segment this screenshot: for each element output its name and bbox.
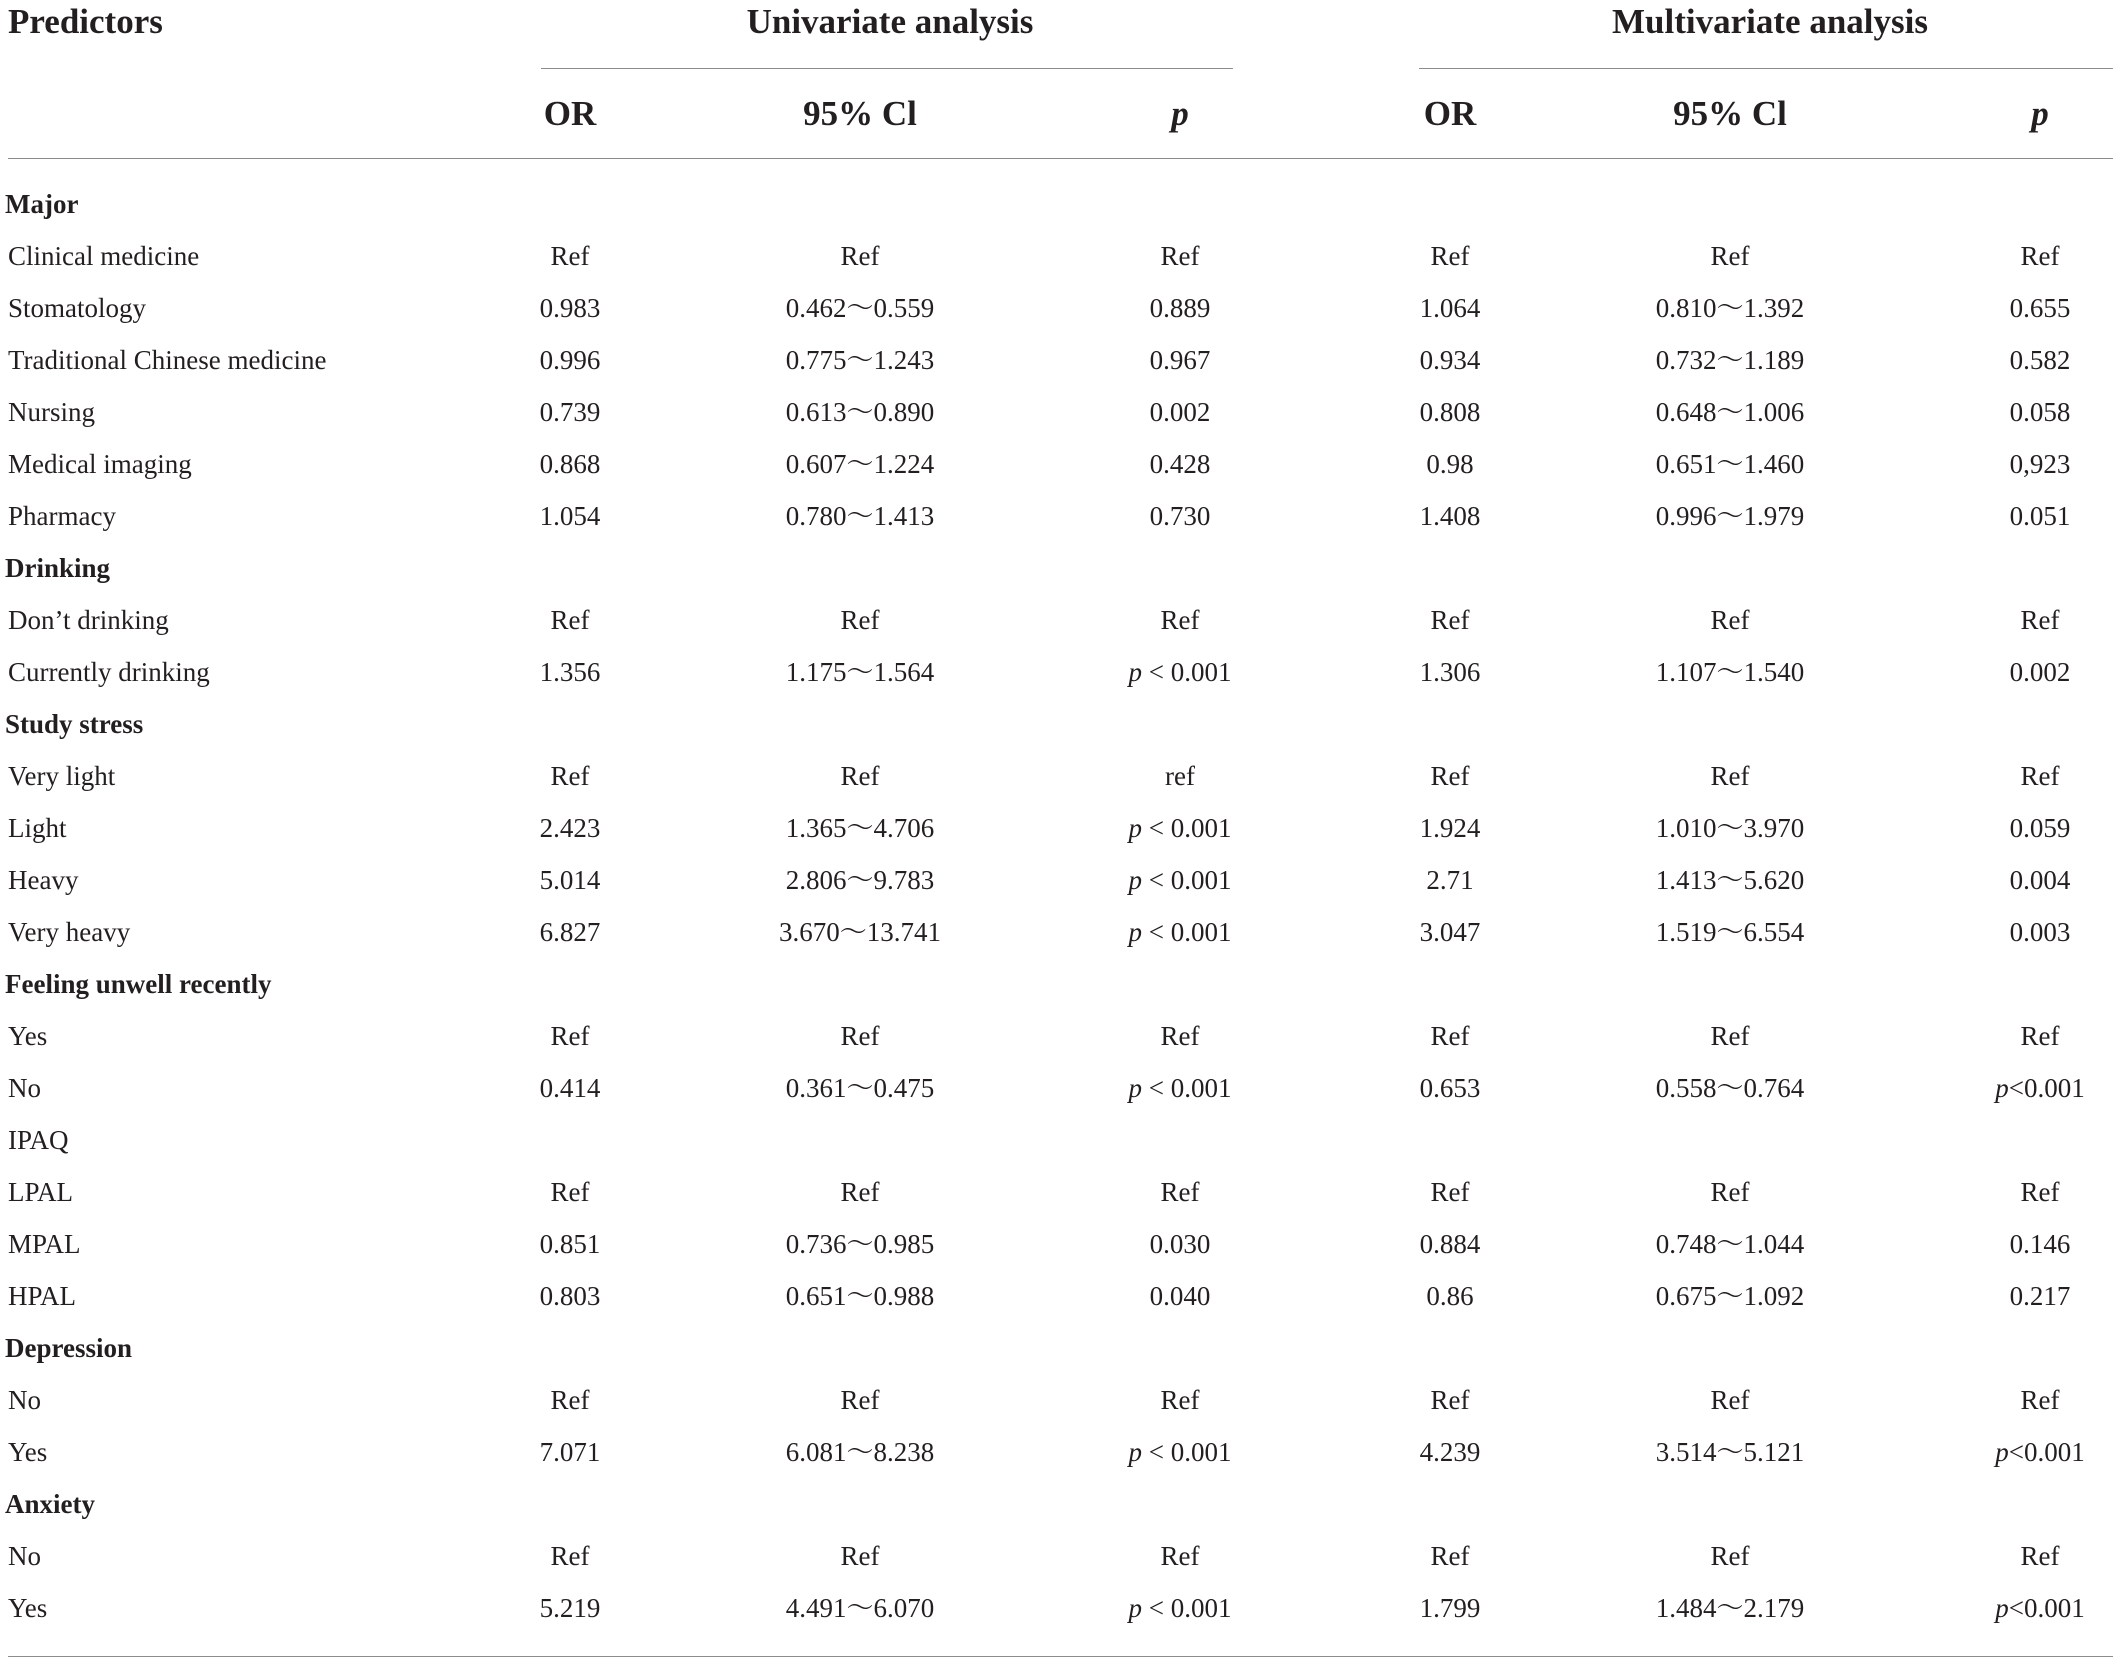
multivariate-p-cell: 0.002 — [2009, 657, 2071, 687]
section-label: Anxiety — [5, 1489, 95, 1519]
univariate-ci-cell: 1.365～4.706 — [785, 813, 935, 843]
multivariate-or-cell: Ref — [1430, 1541, 1470, 1571]
multivariate-ci-cell: Ref — [1710, 1385, 1750, 1415]
univariate-ci-cell: 0.775～1.243 — [785, 345, 935, 375]
univariate-ci-cell: 0.607～1.224 — [785, 449, 935, 479]
multivariate-or-header: OR — [1423, 94, 1477, 133]
univariate-or-cell: Ref — [550, 1385, 590, 1415]
multivariate-or-cell: Ref — [1430, 1021, 1470, 1051]
univariate-p-cell: Ref — [1160, 241, 1200, 271]
multivariate-p-cell: 0,923 — [2009, 449, 2071, 479]
row-label: No — [8, 1073, 41, 1103]
multivariate-p-cell: p<0.001 — [1995, 1437, 2085, 1467]
multivariate-ci-cell: Ref — [1710, 241, 1750, 271]
multivariate-ci-cell: 0.651～1.460 — [1655, 449, 1805, 479]
multivariate-or-cell: Ref — [1430, 605, 1470, 635]
row-label: Yes — [8, 1437, 48, 1467]
multivariate-ci-cell: 1.413～5.620 — [1655, 865, 1805, 895]
table-row — [0, 1530, 2121, 1582]
univariate-ci-cell: Ref — [840, 605, 880, 635]
multivariate-ci-cell: 0.810～1.392 — [1655, 293, 1805, 323]
row-label: Very light — [8, 761, 116, 791]
univariate-ci-cell: Ref — [840, 1177, 880, 1207]
univariate-group-rule — [541, 68, 1233, 69]
univariate-or-cell: Ref — [550, 241, 590, 271]
multivariate-p-cell: 0.217 — [2009, 1281, 2071, 1311]
table-row — [0, 282, 2121, 334]
multivariate-p-cell: Ref — [2020, 241, 2060, 271]
multivariate-p-cell: 0.655 — [2009, 293, 2071, 323]
univariate-p-cell: 0.889 — [1149, 293, 1211, 323]
multivariate-or-cell: 1.306 — [1419, 657, 1481, 687]
univariate-or-cell: 0.868 — [539, 449, 601, 479]
multivariate-p-cell: 0.051 — [2009, 501, 2071, 531]
multivariate-or-cell: 0.98 — [1426, 449, 1474, 479]
multivariate-or-cell: Ref — [1430, 241, 1470, 271]
row-label: Yes — [8, 1021, 48, 1051]
multivariate-p-cell: 0.058 — [2009, 397, 2071, 427]
table-row — [0, 334, 2121, 386]
multivariate-p-cell: Ref — [2020, 605, 2060, 635]
section-header-row — [0, 1478, 2121, 1530]
multivariate-or-cell: Ref — [1430, 761, 1470, 791]
multivariate-p-cell: p<0.001 — [1995, 1593, 2085, 1623]
univariate-or-cell: 2.423 — [539, 813, 601, 843]
multivariate-p-cell: Ref — [2020, 761, 2060, 791]
univariate-ci-cell: 0.613～0.890 — [785, 397, 935, 427]
section-label: Feeling unwell recently — [5, 969, 272, 999]
univariate-ci-cell: 2.806～9.783 — [785, 865, 935, 895]
table-row — [0, 1218, 2121, 1270]
univariate-ci-header: 95% Cl — [803, 94, 917, 133]
row-label: Medical imaging — [8, 449, 192, 479]
univariate-header: Univariate analysis — [746, 2, 1034, 41]
table-row — [0, 1374, 2121, 1426]
row-label: IPAQ — [8, 1125, 69, 1155]
univariate-p-cell: p < 0.001 — [1128, 657, 1232, 687]
table-row — [0, 438, 2121, 490]
multivariate-p-cell: Ref — [2020, 1021, 2060, 1051]
table-row — [0, 1114, 2121, 1166]
section-label: Study stress — [5, 709, 144, 739]
univariate-ci-cell: Ref — [840, 241, 880, 271]
table-row — [0, 594, 2121, 646]
multivariate-ci-cell: 0.996～1.979 — [1655, 501, 1805, 531]
row-label: Heavy — [8, 865, 79, 895]
univariate-p-cell: Ref — [1160, 1541, 1200, 1571]
multivariate-or-cell: 0.653 — [1419, 1073, 1481, 1103]
multivariate-or-cell: 1.064 — [1419, 293, 1481, 323]
multivariate-ci-cell: Ref — [1710, 761, 1750, 791]
univariate-or-cell: Ref — [550, 1021, 590, 1051]
univariate-or-header: OR — [543, 94, 597, 133]
univariate-p-cell: p < 0.001 — [1128, 1073, 1232, 1103]
multivariate-p-cell: Ref — [2020, 1177, 2060, 1207]
univariate-ci-cell: Ref — [840, 1385, 880, 1415]
multivariate-ci-cell: 0.648～1.006 — [1655, 397, 1805, 427]
row-label: Don’t drinking — [8, 605, 169, 635]
row-label: Yes — [8, 1593, 48, 1623]
multivariate-p-cell: Ref — [2020, 1385, 2060, 1415]
row-label: MPAL — [8, 1229, 81, 1259]
table-row — [0, 1062, 2121, 1114]
univariate-p-cell: ref — [1165, 761, 1195, 791]
table-row — [0, 646, 2121, 698]
table-row — [0, 1166, 2121, 1218]
univariate-ci-cell: Ref — [840, 1541, 880, 1571]
univariate-or-cell: 0.983 — [539, 293, 601, 323]
univariate-p-cell: Ref — [1160, 1177, 1200, 1207]
univariate-p-cell: 0.002 — [1149, 397, 1211, 427]
row-label: HPAL — [8, 1281, 77, 1311]
univariate-p-cell: 0.428 — [1149, 449, 1211, 479]
multivariate-ci-cell: 1.010～3.970 — [1655, 813, 1805, 843]
multivariate-ci-cell: Ref — [1710, 1177, 1750, 1207]
univariate-p-cell: Ref — [1160, 605, 1200, 635]
row-label: Very heavy — [8, 917, 131, 947]
section-label: Depression — [5, 1333, 133, 1363]
table-row — [0, 750, 2121, 802]
univariate-p-cell: p < 0.001 — [1128, 917, 1232, 947]
multivariate-ci-cell: Ref — [1710, 605, 1750, 635]
predictors-header: Predictors — [8, 2, 163, 41]
multivariate-ci-header: 95% Cl — [1673, 94, 1787, 133]
multivariate-ci-cell: 1.107～1.540 — [1655, 657, 1805, 687]
univariate-or-cell: Ref — [550, 761, 590, 791]
multivariate-ci-cell: 0.748～1.044 — [1655, 1229, 1805, 1259]
univariate-or-cell: Ref — [550, 1541, 590, 1571]
multivariate-p-cell: Ref — [2020, 1541, 2060, 1571]
section-label: Major — [5, 189, 79, 219]
multivariate-ci-cell: 0.732～1.189 — [1655, 345, 1805, 375]
univariate-ci-cell: 0.780～1.413 — [785, 501, 935, 531]
univariate-ci-cell: 0.361～0.475 — [785, 1073, 935, 1103]
section-header-row — [0, 698, 2121, 750]
multivariate-ci-cell: 3.514～5.121 — [1655, 1437, 1805, 1467]
multivariate-p-cell: 0.004 — [2009, 865, 2071, 895]
row-label: Clinical medicine — [8, 241, 200, 271]
multivariate-or-cell: 0.934 — [1419, 345, 1481, 375]
univariate-p-cell: 0.040 — [1149, 1281, 1211, 1311]
multivariate-or-cell: 0.86 — [1426, 1281, 1474, 1311]
multivariate-p-cell: 0.582 — [2009, 345, 2071, 375]
univariate-or-cell: 0.803 — [539, 1281, 601, 1311]
row-label: Light — [8, 813, 67, 843]
univariate-ci-cell: Ref — [840, 761, 880, 791]
multivariate-or-cell: 4.239 — [1419, 1437, 1481, 1467]
multivariate-or-cell: 0.808 — [1419, 397, 1481, 427]
multivariate-ci-cell: Ref — [1710, 1021, 1750, 1051]
row-label: No — [8, 1541, 41, 1571]
table-row — [0, 1270, 2121, 1322]
multivariate-p-cell: p<0.001 — [1995, 1073, 2085, 1103]
univariate-ci-cell: Ref — [840, 1021, 880, 1051]
multivariate-or-cell: 1.924 — [1419, 813, 1481, 843]
univariate-or-cell: Ref — [550, 1177, 590, 1207]
univariate-or-cell: 6.827 — [539, 917, 601, 947]
section-header-row — [0, 1322, 2121, 1374]
row-label: LPAL — [8, 1177, 74, 1207]
univariate-or-cell: 1.054 — [539, 501, 601, 531]
section-header-row — [0, 542, 2121, 594]
section-header-row — [0, 958, 2121, 1010]
row-label: Nursing — [8, 397, 95, 427]
table-row — [0, 490, 2121, 542]
multivariate-ci-cell: 0.675～1.092 — [1655, 1281, 1805, 1311]
univariate-p-cell: Ref — [1160, 1021, 1200, 1051]
univariate-p-cell: p < 0.001 — [1128, 865, 1232, 895]
row-label: Pharmacy — [8, 501, 116, 531]
univariate-or-cell: 7.071 — [539, 1437, 601, 1467]
multivariate-ci-cell: 0.558～0.764 — [1655, 1073, 1805, 1103]
multivariate-group-rule — [1419, 68, 2113, 69]
table-row — [0, 906, 2121, 958]
univariate-or-cell: 5.014 — [539, 865, 601, 895]
multivariate-or-cell: 3.047 — [1419, 917, 1481, 947]
multivariate-or-cell: 1.799 — [1419, 1593, 1481, 1623]
table-row — [0, 386, 2121, 438]
univariate-or-cell: 0.851 — [539, 1229, 601, 1259]
univariate-p-cell: 0.030 — [1149, 1229, 1211, 1259]
univariate-p-cell: p < 0.001 — [1128, 813, 1232, 843]
section-label: Drinking — [5, 553, 111, 583]
univariate-p-cell: 0.967 — [1149, 345, 1211, 375]
multivariate-or-cell: 0.884 — [1419, 1229, 1481, 1259]
multivariate-ci-cell: Ref — [1710, 1541, 1750, 1571]
univariate-p-header: p — [1171, 94, 1189, 133]
univariate-p-cell: p < 0.001 — [1128, 1593, 1232, 1623]
multivariate-or-cell: Ref — [1430, 1385, 1470, 1415]
table-row — [0, 1010, 2121, 1062]
multivariate-or-cell: 2.71 — [1426, 865, 1474, 895]
multivariate-ci-cell: 1.484～2.179 — [1655, 1593, 1805, 1623]
univariate-ci-cell: 0.651～0.988 — [785, 1281, 935, 1311]
univariate-ci-cell: 0.736～0.985 — [785, 1229, 935, 1259]
header-bottom-rule — [8, 158, 2113, 159]
univariate-p-cell: Ref — [1160, 1385, 1200, 1415]
table-row — [0, 1426, 2121, 1478]
row-label: Currently drinking — [8, 657, 210, 687]
multivariate-or-cell: Ref — [1430, 1177, 1470, 1207]
row-label: No — [8, 1385, 41, 1415]
multivariate-p-header: p — [2031, 94, 2049, 133]
section-header-row — [0, 178, 2121, 230]
univariate-or-cell: 1.356 — [539, 657, 601, 687]
univariate-or-cell: Ref — [550, 605, 590, 635]
multivariate-ci-cell: 1.519～6.554 — [1655, 917, 1805, 947]
table-row — [0, 1582, 2121, 1634]
univariate-p-cell: p < 0.001 — [1128, 1437, 1232, 1467]
multivariate-p-cell: 0.146 — [2009, 1229, 2071, 1259]
multivariate-or-cell: 1.408 — [1419, 501, 1481, 531]
row-label: Stomatology — [8, 293, 147, 323]
table-row — [0, 802, 2121, 854]
table-row — [0, 230, 2121, 282]
univariate-or-cell: 5.219 — [539, 1593, 601, 1623]
univariate-ci-cell: 6.081～8.238 — [785, 1437, 935, 1467]
univariate-or-cell: 0.996 — [539, 345, 601, 375]
univariate-p-cell: 0.730 — [1149, 501, 1211, 531]
row-label: Traditional Chinese medicine — [8, 345, 327, 375]
univariate-ci-cell: 4.491～6.070 — [785, 1593, 935, 1623]
univariate-ci-cell: 1.175～1.564 — [785, 657, 935, 687]
univariate-ci-cell: 0.462～0.559 — [785, 293, 935, 323]
table-bottom-rule — [8, 1656, 2113, 1657]
univariate-or-cell: 0.414 — [539, 1073, 601, 1103]
multivariate-p-cell: 0.059 — [2009, 813, 2071, 843]
multivariate-header: Multivariate analysis — [1612, 2, 1928, 41]
univariate-ci-cell: 3.670～13.741 — [779, 917, 941, 947]
table-row — [0, 854, 2121, 906]
univariate-or-cell: 0.739 — [539, 397, 601, 427]
multivariate-p-cell: 0.003 — [2009, 917, 2071, 947]
